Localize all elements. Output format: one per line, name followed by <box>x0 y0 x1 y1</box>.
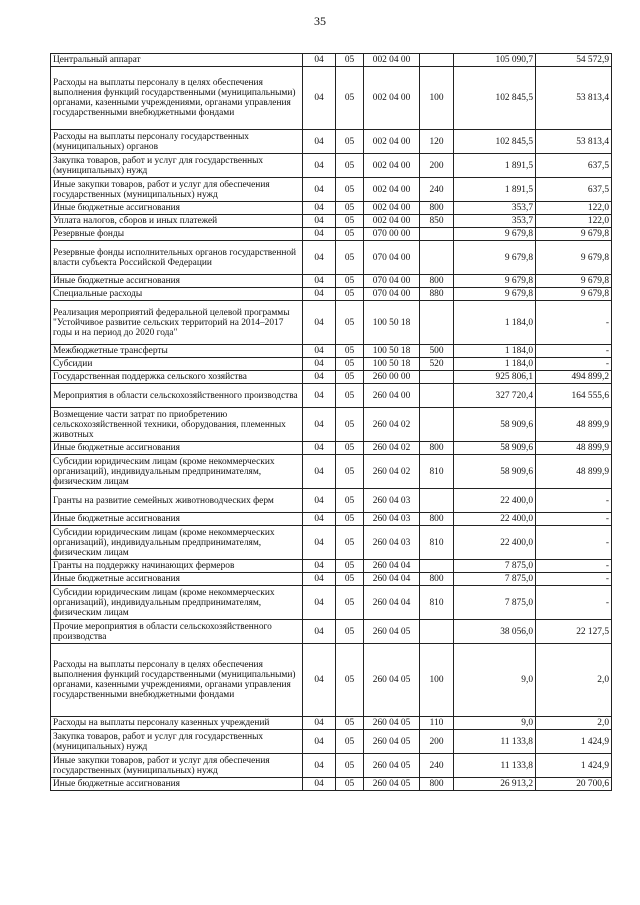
row-amount-2: 122,0 <box>536 215 612 228</box>
row-amount-2: 48 899,9 <box>536 408 612 442</box>
row-amount-2: - <box>536 573 612 586</box>
table-row <box>51 730 612 754</box>
row-section: 04 <box>303 489 336 513</box>
row-section: 04 <box>303 67 336 130</box>
row-amount-2: - <box>536 301 612 345</box>
row-section: 04 <box>303 730 336 754</box>
row-amount-1: 102 845,5 <box>454 130 536 154</box>
row-amount-1: 9,0 <box>454 644 536 717</box>
row-subsection: 05 <box>336 513 364 526</box>
row-target-article: 002 04 00 <box>364 215 420 228</box>
row-subsection: 05 <box>336 586 364 620</box>
row-expense-type: 800 <box>420 442 454 455</box>
row-section: 04 <box>303 620 336 644</box>
row-target-article: 260 04 05 <box>364 620 420 644</box>
row-name: Иные бюджетные ассигнования <box>51 778 303 791</box>
row-target-article: 260 04 00 <box>364 384 420 408</box>
row-amount-1: 1 891,5 <box>454 178 536 202</box>
row-target-article: 070 04 00 <box>364 241 420 275</box>
row-section: 04 <box>303 754 336 778</box>
row-amount-1: 22 400,0 <box>454 489 536 513</box>
row-expense-type: 240 <box>420 754 454 778</box>
table-row <box>51 620 612 644</box>
row-section: 04 <box>303 215 336 228</box>
table-row <box>51 778 612 791</box>
row-name: Межбюджетные трансферты <box>51 345 303 358</box>
row-section: 04 <box>303 345 336 358</box>
row-amount-1: 9 679,8 <box>454 241 536 275</box>
row-target-article: 100 50 18 <box>364 358 420 371</box>
table-row <box>51 717 612 730</box>
row-amount-2: 637,5 <box>536 154 612 178</box>
row-amount-1: 58 909,6 <box>454 408 536 442</box>
row-name: Государственная поддержка сельского хозяйства <box>51 371 303 384</box>
row-expense-type: 800 <box>420 202 454 215</box>
row-subsection: 05 <box>336 526 364 560</box>
row-name: Гранты на развитие семейных животноводческих ферм <box>51 489 303 513</box>
row-expense-type: 520 <box>420 358 454 371</box>
row-subsection: 05 <box>336 288 364 301</box>
row-section: 04 <box>303 202 336 215</box>
row-subsection: 05 <box>336 301 364 345</box>
row-expense-type: 810 <box>420 586 454 620</box>
row-target-article: 002 04 00 <box>364 202 420 215</box>
table-body <box>51 54 612 791</box>
table-row <box>51 489 612 513</box>
row-subsection: 05 <box>336 455 364 489</box>
row-target-article: 100 50 18 <box>364 301 420 345</box>
row-amount-2: - <box>536 586 612 620</box>
row-subsection: 05 <box>336 275 364 288</box>
row-amount-1: 11 133,8 <box>454 754 536 778</box>
row-section: 04 <box>303 358 336 371</box>
row-subsection: 05 <box>336 778 364 791</box>
row-expense-type: 200 <box>420 730 454 754</box>
row-name: Резервные фонды <box>51 228 303 241</box>
row-expense-type <box>420 371 454 384</box>
row-amount-1: 7 875,0 <box>454 586 536 620</box>
row-amount-2: 2,0 <box>536 644 612 717</box>
row-amount-2: 9 679,8 <box>536 228 612 241</box>
row-section: 04 <box>303 526 336 560</box>
row-expense-type: 810 <box>420 526 454 560</box>
row-expense-type: 800 <box>420 513 454 526</box>
table-row <box>51 442 612 455</box>
row-amount-1: 1 184,0 <box>454 358 536 371</box>
row-section: 04 <box>303 778 336 791</box>
row-expense-type <box>420 560 454 573</box>
row-target-article: 260 04 05 <box>364 730 420 754</box>
row-name: Мероприятия в области сельскохозяйственного производства <box>51 384 303 408</box>
row-amount-2: 1 424,9 <box>536 754 612 778</box>
row-expense-type <box>420 384 454 408</box>
row-amount-1: 353,7 <box>454 202 536 215</box>
table-row <box>51 371 612 384</box>
row-expense-type: 810 <box>420 455 454 489</box>
table-row <box>51 455 612 489</box>
row-section: 04 <box>303 130 336 154</box>
row-section: 04 <box>303 288 336 301</box>
row-name: Прочие мероприятия в области сельскохозяйственного производства <box>51 620 303 644</box>
row-subsection: 05 <box>336 573 364 586</box>
row-name: Специальные расходы <box>51 288 303 301</box>
table-row <box>51 345 612 358</box>
row-subsection: 05 <box>336 408 364 442</box>
row-subsection: 05 <box>336 717 364 730</box>
row-subsection: 05 <box>336 730 364 754</box>
table-row <box>51 288 612 301</box>
row-target-article: 070 00 00 <box>364 228 420 241</box>
table-row <box>51 586 612 620</box>
row-amount-1: 38 056,0 <box>454 620 536 644</box>
row-subsection: 05 <box>336 241 364 275</box>
page-number: 35 <box>314 14 326 28</box>
row-section: 04 <box>303 586 336 620</box>
row-expense-type: 100 <box>420 67 454 130</box>
row-subsection: 05 <box>336 384 364 408</box>
row-amount-1: 22 400,0 <box>454 513 536 526</box>
table-row <box>51 67 612 130</box>
row-name: Расходы на выплаты персоналу казенных учреждений <box>51 717 303 730</box>
table-row <box>51 408 612 442</box>
row-target-article: 260 04 02 <box>364 455 420 489</box>
row-amount-1: 9,0 <box>454 717 536 730</box>
table-row <box>51 215 612 228</box>
table-row <box>51 154 612 178</box>
table-row <box>51 573 612 586</box>
table-row <box>51 526 612 560</box>
row-expense-type: 800 <box>420 778 454 791</box>
row-subsection: 05 <box>336 215 364 228</box>
row-target-article: 002 04 00 <box>364 67 420 130</box>
row-name: Гранты на поддержку начинающих фермеров <box>51 560 303 573</box>
row-section: 04 <box>303 644 336 717</box>
row-name: Расходы на выплаты персоналу государственных (муниципальных) органов <box>51 130 303 154</box>
row-subsection: 05 <box>336 358 364 371</box>
row-section: 04 <box>303 275 336 288</box>
row-amount-1: 58 909,6 <box>454 442 536 455</box>
row-amount-1: 9 679,8 <box>454 275 536 288</box>
row-amount-1: 1 891,5 <box>454 154 536 178</box>
row-amount-2: - <box>536 489 612 513</box>
row-section: 04 <box>303 178 336 202</box>
row-subsection: 05 <box>336 54 364 67</box>
row-expense-type <box>420 620 454 644</box>
row-name: Уплата налогов, сборов и иных платежей <box>51 215 303 228</box>
row-subsection: 05 <box>336 130 364 154</box>
row-target-article: 260 04 04 <box>364 560 420 573</box>
row-section: 04 <box>303 513 336 526</box>
row-expense-type <box>420 228 454 241</box>
row-amount-2: - <box>536 526 612 560</box>
table-row <box>51 228 612 241</box>
table-row <box>51 130 612 154</box>
row-section: 04 <box>303 455 336 489</box>
row-target-article: 002 04 00 <box>364 178 420 202</box>
table-row <box>51 301 612 345</box>
row-target-article: 260 04 03 <box>364 526 420 560</box>
row-subsection: 05 <box>336 67 364 130</box>
table-row <box>51 54 612 67</box>
row-amount-2: - <box>536 345 612 358</box>
row-target-article: 002 04 00 <box>364 130 420 154</box>
row-target-article: 260 04 05 <box>364 778 420 791</box>
row-amount-2: 22 127,5 <box>536 620 612 644</box>
row-target-article: 260 04 03 <box>364 489 420 513</box>
row-name: Иные закупки товаров, работ и услуг для обеспечения государственных (муниципальных) нужд <box>51 178 303 202</box>
row-amount-2: 48 899,9 <box>536 455 612 489</box>
row-target-article: 002 04 00 <box>364 154 420 178</box>
row-expense-type <box>420 241 454 275</box>
row-amount-1: 58 909,6 <box>454 455 536 489</box>
row-amount-1: 9 679,8 <box>454 228 536 241</box>
row-name: Иные бюджетные ассигнования <box>51 573 303 586</box>
row-subsection: 05 <box>336 489 364 513</box>
table-row <box>51 644 612 717</box>
row-amount-1: 1 184,0 <box>454 301 536 345</box>
row-amount-2: 54 572,9 <box>536 54 612 67</box>
row-subsection: 05 <box>336 620 364 644</box>
row-amount-2: 48 899,9 <box>536 442 612 455</box>
row-section: 04 <box>303 154 336 178</box>
row-target-article: 260 00 00 <box>364 371 420 384</box>
table-row <box>51 384 612 408</box>
budget-table <box>50 53 612 791</box>
table-row <box>51 275 612 288</box>
row-amount-2: 1 424,9 <box>536 730 612 754</box>
row-amount-1: 9 679,8 <box>454 288 536 301</box>
row-expense-type <box>420 54 454 67</box>
row-expense-type <box>420 408 454 442</box>
row-target-article: 260 04 04 <box>364 573 420 586</box>
row-amount-2: 122,0 <box>536 202 612 215</box>
row-subsection: 05 <box>336 754 364 778</box>
row-amount-1: 26 913,2 <box>454 778 536 791</box>
row-amount-1: 11 133,8 <box>454 730 536 754</box>
row-name: Субсидии юридическим лицам (кроме некоммерческих организаций), индивидуальным предпринимателям, физическим лицам <box>51 455 303 489</box>
row-amount-1: 22 400,0 <box>454 526 536 560</box>
row-subsection: 05 <box>336 371 364 384</box>
row-target-article: 070 04 00 <box>364 275 420 288</box>
row-amount-2: 164 555,6 <box>536 384 612 408</box>
row-expense-type: 800 <box>420 275 454 288</box>
row-name: Субсидии юридическим лицам (кроме некоммерческих организаций), индивидуальным предпринимателям, физическим лицам <box>51 586 303 620</box>
row-target-article: 002 04 00 <box>364 54 420 67</box>
row-amount-2: - <box>536 560 612 573</box>
row-target-article: 070 04 00 <box>364 288 420 301</box>
row-amount-1: 105 090,7 <box>454 54 536 67</box>
row-name: Возмещение части затрат по приобретению сельскохозяйственной техники, оборудования, племенных животных <box>51 408 303 442</box>
row-name: Субсидии <box>51 358 303 371</box>
row-target-article: 260 04 05 <box>364 754 420 778</box>
row-subsection: 05 <box>336 178 364 202</box>
row-subsection: 05 <box>336 644 364 717</box>
row-expense-type <box>420 489 454 513</box>
row-expense-type: 500 <box>420 345 454 358</box>
row-amount-2: 53 813,4 <box>536 130 612 154</box>
row-amount-1: 7 875,0 <box>454 573 536 586</box>
row-subsection: 05 <box>336 228 364 241</box>
row-name: Резервные фонды исполнительных органов государственной власти субъекта Российской Федерации <box>51 241 303 275</box>
row-amount-2: 9 679,8 <box>536 288 612 301</box>
row-subsection: 05 <box>336 560 364 573</box>
row-amount-1: 1 184,0 <box>454 345 536 358</box>
row-section: 04 <box>303 228 336 241</box>
row-amount-1: 7 875,0 <box>454 560 536 573</box>
row-amount-2: 9 679,8 <box>536 241 612 275</box>
row-name: Иные бюджетные ассигнования <box>51 275 303 288</box>
row-section: 04 <box>303 301 336 345</box>
row-expense-type: 850 <box>420 215 454 228</box>
row-section: 04 <box>303 371 336 384</box>
row-amount-2: 2,0 <box>536 717 612 730</box>
row-section: 04 <box>303 442 336 455</box>
row-section: 04 <box>303 408 336 442</box>
row-section: 04 <box>303 241 336 275</box>
table-row <box>51 560 612 573</box>
row-amount-2: 494 899,2 <box>536 371 612 384</box>
row-amount-1: 925 806,1 <box>454 371 536 384</box>
row-subsection: 05 <box>336 154 364 178</box>
table-row <box>51 241 612 275</box>
row-subsection: 05 <box>336 442 364 455</box>
row-amount-2: 9 679,8 <box>536 275 612 288</box>
table-row <box>51 178 612 202</box>
row-name: Закупка товаров, работ и услуг для государственных (муниципальных) нужд <box>51 730 303 754</box>
row-amount-2: - <box>536 513 612 526</box>
row-target-article: 260 04 02 <box>364 442 420 455</box>
row-name: Иные бюджетные ассигнования <box>51 202 303 215</box>
row-name: Закупка товаров, работ и услуг для государственных (муниципальных) нужд <box>51 154 303 178</box>
row-target-article: 260 04 05 <box>364 644 420 717</box>
row-name: Иные бюджетные ассигнования <box>51 513 303 526</box>
row-target-article: 260 04 05 <box>364 717 420 730</box>
row-subsection: 05 <box>336 345 364 358</box>
row-amount-1: 102 845,5 <box>454 67 536 130</box>
row-name: Субсидии юридическим лицам (кроме некоммерческих организаций), индивидуальным предпринимателям, физическим лицам <box>51 526 303 560</box>
row-subsection: 05 <box>336 202 364 215</box>
table-row <box>51 358 612 371</box>
row-expense-type: 880 <box>420 288 454 301</box>
table-row <box>51 754 612 778</box>
row-amount-1: 327 720,4 <box>454 384 536 408</box>
row-amount-2: - <box>536 358 612 371</box>
row-expense-type: 240 <box>420 178 454 202</box>
row-section: 04 <box>303 560 336 573</box>
row-amount-2: 20 700,6 <box>536 778 612 791</box>
row-expense-type: 800 <box>420 573 454 586</box>
row-section: 04 <box>303 573 336 586</box>
row-name: Центральный аппарат <box>51 54 303 67</box>
row-amount-2: 53 813,4 <box>536 67 612 130</box>
row-expense-type <box>420 301 454 345</box>
table-row <box>51 513 612 526</box>
row-expense-type: 120 <box>420 130 454 154</box>
row-expense-type: 200 <box>420 154 454 178</box>
row-name: Расходы на выплаты персоналу в целях обеспечения выполнения функций государственными (муниципальными) органами, казенными учреждениями, органами управления государственными внебюджетными фондами <box>51 67 303 130</box>
row-amount-2: 637,5 <box>536 178 612 202</box>
row-name: Иные закупки товаров, работ и услуг для обеспечения государственных (муниципальных) нужд <box>51 754 303 778</box>
row-amount-1: 353,7 <box>454 215 536 228</box>
row-name: Иные бюджетные ассигнования <box>51 442 303 455</box>
row-section: 04 <box>303 717 336 730</box>
row-target-article: 260 04 02 <box>364 408 420 442</box>
table-row <box>51 202 612 215</box>
row-section: 04 <box>303 54 336 67</box>
row-expense-type: 110 <box>420 717 454 730</box>
row-section: 04 <box>303 384 336 408</box>
row-name: Реализация мероприятий федеральной целевой программы "Устойчивое развитие сельских территорий на 2014–2017 годы и на период до 2020 года" <box>51 301 303 345</box>
row-expense-type: 100 <box>420 644 454 717</box>
row-target-article: 100 50 18 <box>364 345 420 358</box>
row-target-article: 260 04 03 <box>364 513 420 526</box>
row-name: Расходы на выплаты персоналу в целях обеспечения выполнения функций государственными (муниципальными) органами, казенными учреждениями, органами управления государственными внебюджетными фондами <box>51 644 303 717</box>
row-target-article: 260 04 04 <box>364 586 420 620</box>
